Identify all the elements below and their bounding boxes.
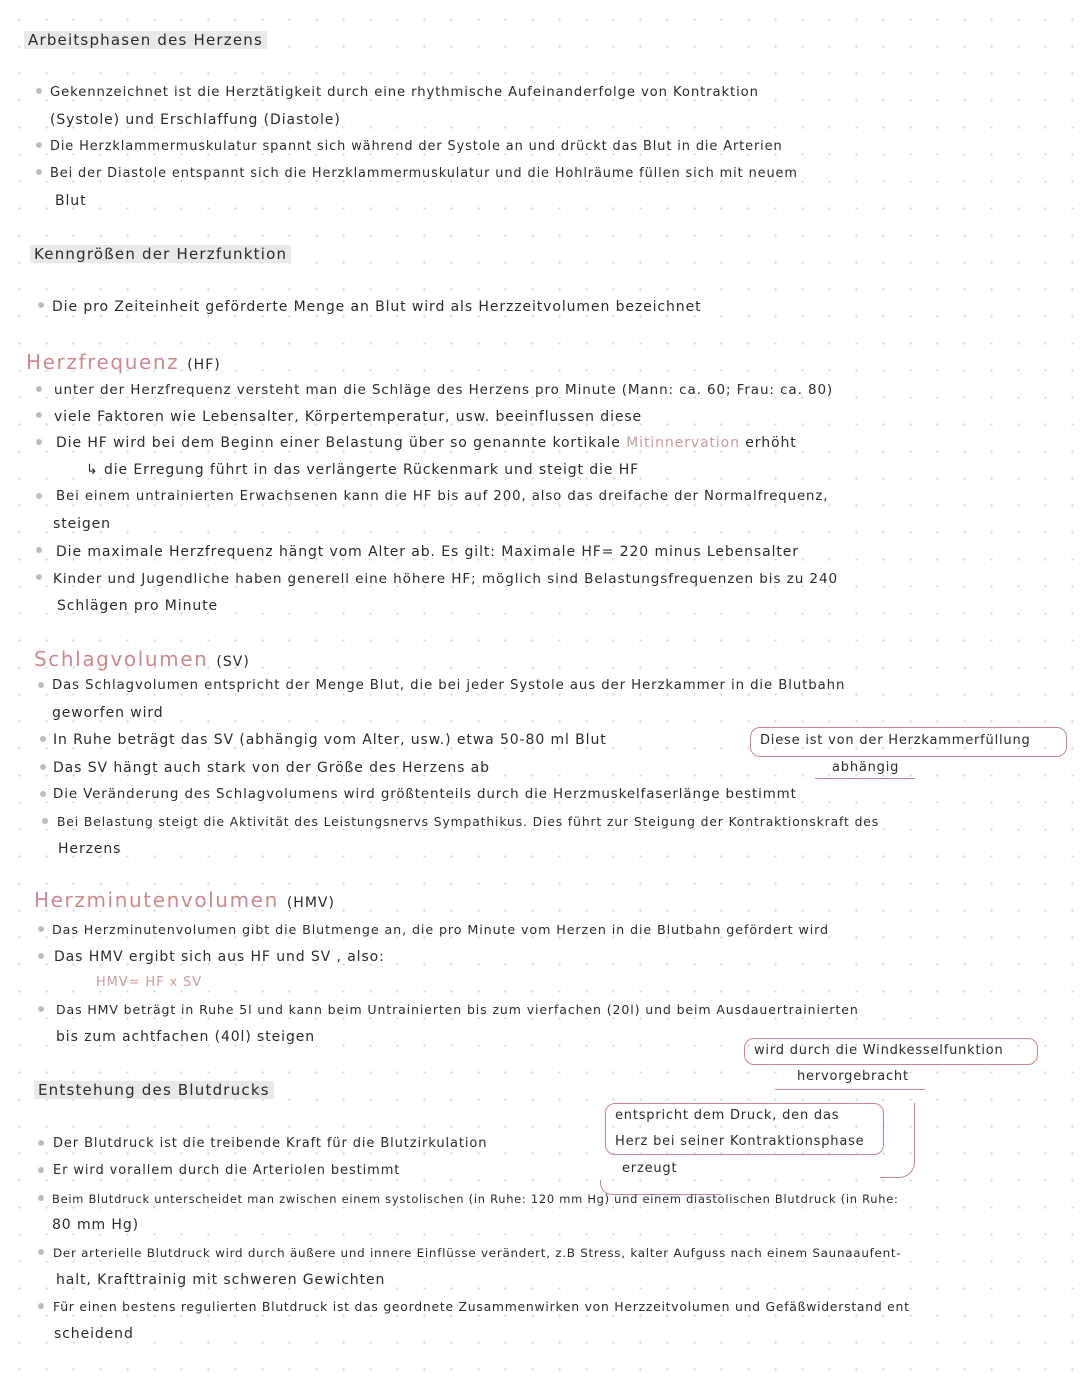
bullet	[38, 1249, 44, 1255]
text-line: Das Herzminutenvolumen gibt die Blutmenge an, die pro Minute vom Herzen in die Blutbahn gefördert wird	[52, 922, 830, 937]
bullet	[40, 736, 46, 742]
text-line: Die maximale Herzfrequenz hängt vom Alter ab. Es gilt: Maximale HF= 220 minus Lebensalter	[56, 544, 799, 560]
text-line: geworfen wird	[52, 705, 164, 721]
text-line: Das Schlagvolumen entspricht der Menge Blut, die bei jeder Systole aus der Herzkammer in die Blutbahn	[52, 678, 846, 693]
bullet	[36, 547, 42, 553]
text-line: Die Veränderung des Schlagvolumens wird größtenteils durch die Herzmuskelfaserlänge bestimmt	[53, 787, 797, 802]
text-line: Bei der Diastole entspannt sich die Herzklammermuskulatur und die Hohlräume füllen sich mit neuem	[50, 166, 798, 181]
text-line: halt, Krafttrainig mit schweren Gewichten	[56, 1272, 386, 1288]
annotation-text: entspricht dem Druck, den das	[615, 1108, 840, 1123]
bullet	[38, 1006, 44, 1012]
bullet	[38, 1167, 44, 1173]
text-line: Schlägen pro Minute	[57, 598, 219, 614]
text-line: In Ruhe beträgt das SV (abhängig vom Alter, usw.) etwa 50-80 ml Blut	[53, 732, 607, 748]
text-line: Blut	[55, 193, 87, 209]
text-line: Die pro Zeiteinheit geförderte Menge an Blut wird als Herzzeitvolumen bezeichnet	[52, 299, 702, 315]
bullet	[36, 386, 42, 392]
text-line: (Systole) und Erschlaffung (Diastole)	[50, 112, 341, 128]
bullet	[36, 493, 42, 499]
text-line: Er wird vorallem durch die Arteriolen bestimmt	[53, 1163, 401, 1178]
bullet	[36, 142, 42, 148]
formula-hmv: HMV= HF x SV	[96, 975, 203, 990]
annotation-underline	[775, 1089, 925, 1090]
text-line: viele Faktoren wie Lebensalter, Körpertemperatur, usw. beeinflussen diese	[54, 409, 643, 425]
bullet	[38, 682, 44, 688]
bullet	[38, 1303, 44, 1309]
text-line: Bei Belastung steigt die Aktivität des Leistungsnervs Sympathikus. Dies führt zur Steigung der Kontraktionskraft des	[57, 815, 880, 829]
text-line: Das SV hängt auch stark von der Größe des Herzens ab	[53, 760, 490, 776]
text-line: Die HF wird bei dem Beginn einer Belastung über so genannte kortikale Mitinnervation erhöht	[56, 435, 797, 451]
text-line: 80 mm Hg)	[52, 1217, 139, 1233]
text-line: steigen	[53, 516, 111, 532]
bullet	[36, 169, 42, 175]
bullet	[36, 88, 42, 94]
annotation-text: abhängig	[832, 760, 900, 775]
annotation-text: erzeugt	[622, 1161, 678, 1176]
text-line: Das HMV ergibt sich aus HF und SV , also:	[54, 949, 385, 965]
text-line: Der arterielle Blutdruck wird durch äußere und innere Einflüsse verändert, z.B Stress, kalter Aufguss nach einem Saunaaufent-	[53, 1246, 902, 1260]
text-line: Bei einem untrainierten Erwachsenen kann die HF bis auf 200, also das dreifache der Normalfrequenz,	[56, 489, 829, 504]
bullet	[36, 439, 42, 445]
bullet	[38, 1195, 44, 1201]
text-line: Das HMV beträgt in Ruhe 5l und kann beim Untrainierten bis zum vierfachen (20l) und beim Ausdauertrainierten	[56, 1002, 859, 1017]
heading-arbeitsphasen: Arbeitsphasen des Herzens	[24, 31, 267, 49]
text-line: ↳ die Erregung führt in das verlängerte Rückenmark und steigt die HF	[86, 462, 640, 478]
annotation-connector	[880, 1103, 915, 1178]
bullet	[36, 574, 42, 580]
heading-kenngroessen: Kenngrößen der Herzfunktion	[30, 245, 291, 263]
bullet	[38, 1140, 44, 1146]
text-line: Kinder und Jugendliche haben generell eine höhere HF; möglich sind Belastungsfrequenzen bis zu 240	[53, 571, 839, 587]
heading-blutdruck: Entstehung des Blutdrucks	[34, 1081, 274, 1099]
annotation-underline	[815, 778, 915, 779]
heading-schlagvolumen: Schlagvolumen (SV)	[34, 647, 250, 671]
text-line: scheidend	[54, 1326, 134, 1342]
heading-herzfrequenz: Herzfrequenz (HF)	[26, 350, 221, 374]
text-line: unter der Herzfrequenz versteht man die Schläge des Herzens pro Minute (Mann: ca. 60; Frau: ca. 80)	[54, 382, 834, 398]
bullet	[40, 764, 46, 770]
text-line: Beim Blutdruck unterscheidet man zwischen einem systolischen (in Ruhe: 120 mm Hg) und einem diastolischen Blutdruck (in Ruhe:	[52, 1192, 899, 1206]
text-line: Der Blutdruck ist die treibende Kraft für die Blutzirkulation	[53, 1136, 488, 1151]
text-line: bis zum achtfachen (40l) steigen	[56, 1029, 316, 1045]
bullet	[38, 953, 44, 959]
annotation-text: wird durch die Windkesselfunktion	[754, 1043, 1004, 1058]
annotation-text: hervorgebracht	[797, 1069, 909, 1084]
annotation-text: Diese ist von der Herzkammerfüllung	[760, 733, 1031, 748]
bullet	[38, 926, 44, 932]
text-line: Gekennzeichnet ist die Herztätigkeit durch eine rhythmische Aufeinanderfolge von Kontraktion	[50, 85, 759, 100]
bullet	[38, 302, 44, 308]
text-line: Für einen bestens regulierten Blutdruck ist das geordnete Zusammenwirken von Herzzeitvolumen und Gefäßwiderstand ent	[53, 1299, 910, 1314]
heading-herzminutenvolumen: Herzminutenvolumen (HMV)	[34, 888, 335, 912]
text-line: Herzens	[58, 841, 122, 857]
text-line: Die Herzklammermuskulatur spannt sich während der Systole an und drückt das Blut in die Arterien	[50, 139, 783, 154]
bullet	[42, 818, 48, 824]
bullet	[40, 791, 46, 797]
annotation-text: Herz bei seiner Kontraktionsphase	[615, 1134, 865, 1149]
bullet	[36, 412, 42, 418]
